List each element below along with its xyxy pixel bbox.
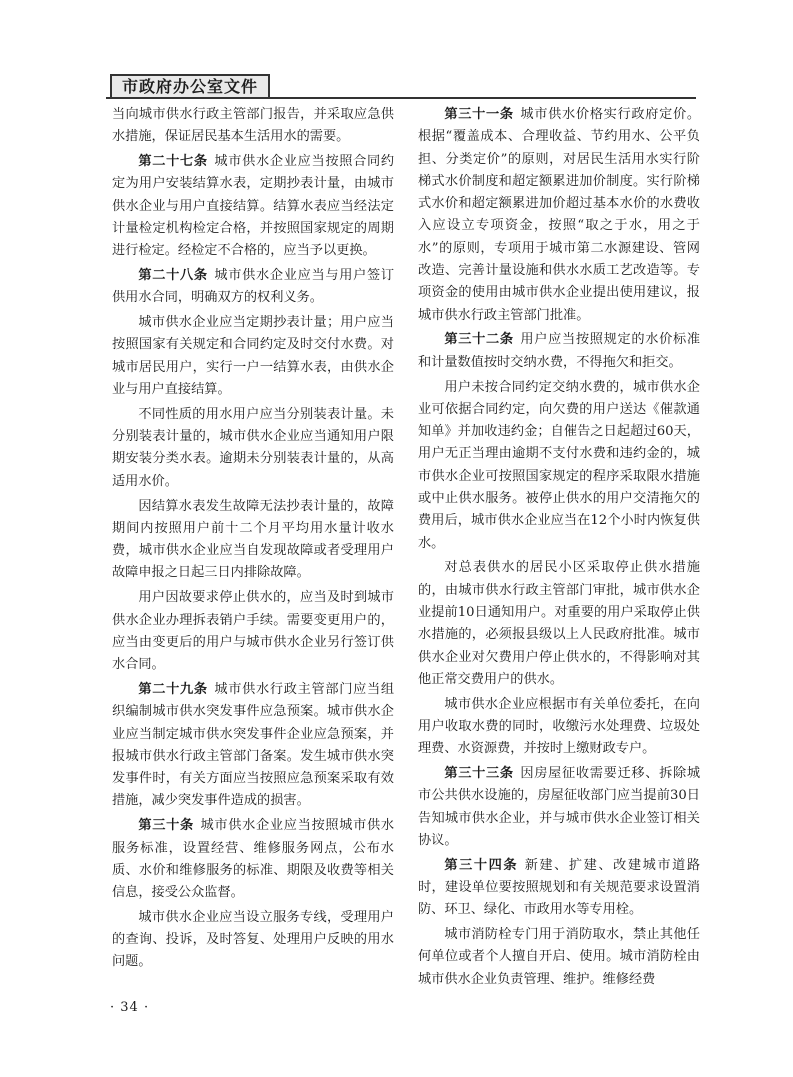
paragraph-text: 城市供水企业应当设立服务专线，受理用户的查询、投诉，及时答复、处理用户反映的用水问题。: [112, 909, 394, 970]
paragraph: [418, 924, 700, 991]
article-heading: 第二十七条: [138, 154, 208, 170]
paragraph-text: 城市供水价格实行政府定价。根据“覆盖成本、合理收益、节约用水、公平负担、分类定价”的原则，对居民生活用水实行阶梯式水价制度和超定额累进加价制度。实行阶梯式水价和超定额累进加价超过基本水价的水费收入应设立专项资金，按照“取之于水，用之于水”的原则，专项用于城市第二水源建设、管网改造、完善计量设施和供水水质工艺改造等。专项资金的使用由城市供水企业提出使用建议，报城市供水行政主管部门批准。: [418, 107, 701, 323]
header-rule: [106, 97, 696, 99]
paragraph-text: 城市供水企业应当定期抄表计量；用户应当按照国家有关规定和合同约定及时交付水费。对城市居民用户，实行一户一结算水表，由供水企业与用户直接结算。: [112, 315, 394, 398]
paragraph: [418, 694, 700, 761]
article-heading: 第三十二条: [444, 332, 514, 348]
page-number: · 34 ·: [110, 1000, 150, 1015]
paragraph-text: 用户应当按照规定的水价标准和计量数值按时交纳水费，不得拖欠和拒交。: [418, 332, 701, 370]
article-32: [418, 329, 700, 374]
paragraph: [418, 557, 700, 691]
header-title: 市政府办公室文件: [110, 74, 270, 98]
article-heading: 第二十九条: [138, 681, 208, 697]
paragraph: [112, 496, 394, 585]
paragraph-text: 城市供水企业应当按照合同约定为用户安装结算水表，定期抄表计量，由城市供水企业与用户直接结算。结算水表应当经法定计量检定机构检定合格，并按照国家规定的周期进行检定。经检定不合格的，应当予以更换。: [112, 154, 395, 259]
article-27: [112, 151, 394, 262]
paragraph-text: 当向城市供水行政主管部门报告，并采取应急供水措施，保证居民基本生活用水的需要。: [112, 107, 394, 145]
paragraph: [418, 377, 700, 555]
article-heading: 第二十八条: [138, 268, 208, 284]
article-34: [418, 855, 700, 922]
paragraph: [112, 907, 394, 974]
paragraph: [112, 312, 394, 401]
paragraph-text: 用户因故要求停止供水的，应当及时到城市供水企业办理拆表销户手续。需要变更用户的，应当由变更后的用户与城市供水企业另行签订供水合同。: [112, 590, 394, 673]
article-33: [418, 763, 700, 852]
article-30: [112, 815, 394, 904]
right-column: [418, 104, 700, 994]
article-29: [112, 679, 394, 813]
paragraph-text: 用户未按合同约定交纳水费的，城市供水企业可依据合同约定，向欠费的用户送达《催款通知单》并加收违约金；自催告之日起超过60天，用户无正当理由逾期不支付水费和违约金的，城市供水企业可按照国家规定的程序采取限水措施或中止供水服务。被停止供水的用户交清拖欠的费用后，城市供水企业应当在12个小时内恢复供水。: [418, 379, 700, 551]
left-column: [112, 104, 394, 976]
paragraph: [112, 404, 394, 493]
article-heading: 第三十四条: [444, 857, 519, 873]
paragraph-text: 城市供水企业应根据市有关单位委托，在向用户收取水费的同时，收缴污水处理费、垃圾处理费、水资源费，并按时上缴财政专户。: [418, 696, 700, 757]
paragraph-text: 因房屋征收需要迁移、拆除城市公共供水设施的，房屋征收部门应当提前30日告知城市供水企业，并与城市供水企业签订相关协议。: [418, 766, 701, 848]
paragraph-text: 对总表供水的居民小区采取停止供水措施的，由城市供水行政主管部门审批，城市供水企业提前10日通知用户。对重要的用户采取停止供水措施的，必须报县级以上人民政府批准。城市供水企业对欠费用户停止供水的，不得影响对其他正常交费用户的供水。: [418, 560, 700, 687]
article-heading: 第三十三条: [444, 766, 514, 782]
paragraph-text: 不同性质的用水用户应当分别装表计量。未分别装表计量的，城市供水企业应当通知用户限期安装分类水表。逾期未分别装表计量的，从高适用水价。: [112, 406, 394, 489]
paragraph-text: 城市供水行政主管部门应当组织编制城市供水突发事件应急预案。城市供水企业应当制定城市供水突发事件企业应急预案，并报城市供水行政主管部门备案。发生城市供水突发事件时，有关方面应当按照应急预案采取有效措施，减少突发事件造成的损害。: [112, 681, 395, 809]
paragraph-text: 因结算水表发生故障无法抄表计量的，故障期间内按照用户前十二个月平均用水量计收水费，城市供水企业应当自发现故障或者受理用户故障申报之日起三日内排除故障。: [112, 498, 394, 581]
paragraph: [112, 587, 394, 676]
paragraph-text: 城市供水企业应当与用户签订供用水合同，明确双方的权利义务。: [112, 268, 395, 306]
article-heading: 第三十条: [138, 818, 194, 834]
article-28: [112, 265, 394, 310]
paragraph-text: 城市消防栓专门用于消防取水，禁止其他任何单位或者个人擅自开启、使用。城市消防栓由城市供水企业负责管理、维护。维修经费: [418, 927, 700, 987]
article-31: [418, 104, 700, 327]
paragraph-text: 城市供水企业应当按照城市供水服务标准，设置经营、维修服务网点，公布水质、水价和维修服务的标准、期限及收费等相关信息，接受公众监督。: [112, 818, 395, 901]
running-header: [106, 72, 696, 100]
paragraph-text: 新建、扩建、改建城市道路时，建设单位要按照规划和有关规范要求设置消防、环卫、绿化、市政用水等专用栓。: [418, 857, 701, 918]
paragraph: [112, 104, 394, 149]
article-heading: 第三十一条: [444, 107, 514, 122]
